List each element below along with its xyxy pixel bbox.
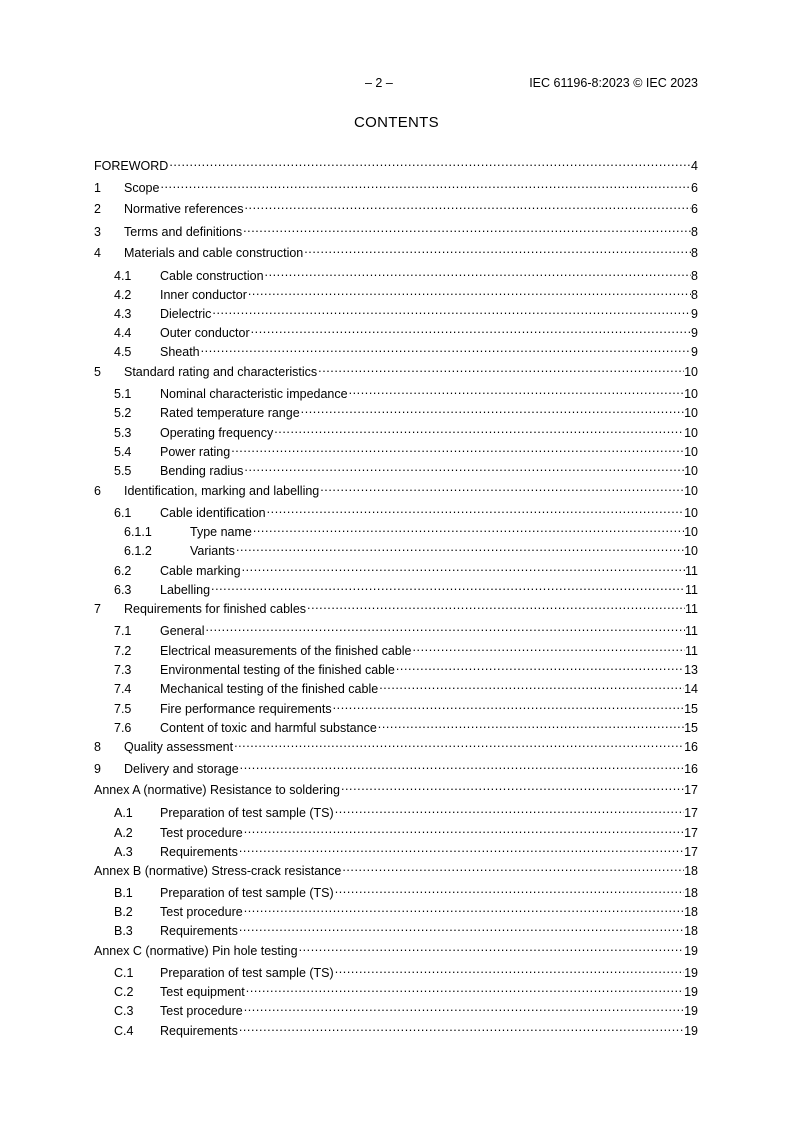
- toc-entry-page: 9: [691, 307, 698, 321]
- toc-entry[interactable]: [94, 459, 698, 478]
- toc-entry-label: Cable marking: [160, 564, 241, 578]
- dot-leader: [210, 578, 685, 594]
- toc-entry-label: Identification, marking and labelling: [124, 484, 320, 498]
- toc-entry[interactable]: [94, 821, 698, 840]
- toc-entry-number: A.1: [114, 806, 133, 820]
- toc-entry-number: 7.2: [114, 644, 132, 658]
- dot-leader: [243, 821, 684, 837]
- dot-leader: [200, 340, 691, 356]
- toc-entry-number: B.1: [114, 886, 133, 900]
- toc-entry-number: A.2: [114, 826, 133, 840]
- dot-leader: [334, 801, 684, 817]
- dot-leader: [247, 283, 691, 299]
- toc-entry-number: C.4: [114, 1024, 134, 1038]
- toc-entry-number: 7.5: [114, 702, 132, 716]
- toc-entry-label: Requirements: [160, 1024, 238, 1038]
- toc-entry[interactable]: [94, 401, 698, 420]
- toc-entry-label: Delivery and storage: [124, 762, 239, 776]
- toc-entry-number: 7.1: [114, 624, 132, 638]
- toc-entry[interactable]: [94, 264, 698, 283]
- toc-entry-label: Fire performance requirements: [160, 702, 332, 716]
- dot-leader: [298, 939, 685, 955]
- dot-leader: [204, 619, 685, 635]
- toc-entry-page: 19: [684, 1004, 698, 1018]
- dot-leader: [317, 360, 684, 376]
- toc-entry-number: 5.3: [114, 426, 132, 440]
- toc-entry-number: B.3: [114, 924, 133, 938]
- toc-entry-page: 17: [684, 783, 698, 797]
- toc-entry-label: Electrical measurements of the finished cable: [160, 644, 412, 658]
- toc-entry[interactable]: [94, 639, 698, 658]
- toc-entry-label: Type name: [190, 525, 252, 539]
- toc-entry-label: Sheath: [160, 345, 200, 359]
- toc-entry-page: 16: [684, 740, 698, 754]
- toc-entry[interactable]: [94, 1019, 698, 1038]
- dot-leader: [378, 677, 684, 693]
- toc-entry-number: 7.3: [114, 663, 132, 677]
- dot-leader: [243, 900, 684, 916]
- toc-entry-number: 5.4: [114, 445, 132, 459]
- dot-leader: [306, 597, 685, 613]
- toc-entry[interactable]: [94, 716, 698, 735]
- toc-entry-page: 18: [684, 886, 698, 900]
- toc-entry-page: 11: [685, 644, 698, 658]
- dot-leader: [273, 421, 684, 437]
- toc-entry-number: 9: [94, 762, 101, 776]
- toc-entry-number: 4.4: [114, 326, 132, 340]
- dot-leader: [252, 520, 684, 536]
- toc-entry-label: Dielectric: [160, 307, 212, 321]
- toc-entry-number: C.2: [114, 985, 134, 999]
- toc-entry-label: Preparation of test sample (TS): [160, 806, 334, 820]
- dot-leader: [395, 658, 684, 674]
- toc-entry-number: 5.1: [114, 387, 132, 401]
- toc-entry-label: Operating frequency: [160, 426, 274, 440]
- standard-reference: IEC 61196-8:2023 © IEC 2023: [529, 76, 698, 90]
- toc-entry-page: 15: [684, 702, 698, 716]
- toc-entry-label: Terms and definitions: [124, 225, 243, 239]
- toc-entry[interactable]: [94, 421, 698, 440]
- toc-entry-number: 8: [94, 740, 101, 754]
- toc-entry-label: Inner conductor: [160, 288, 247, 302]
- toc-entry-label: Standard rating and characteristics: [124, 365, 318, 379]
- toc-entry[interactable]: [94, 757, 698, 776]
- toc-entry-page: 17: [684, 806, 698, 820]
- toc-entry-label: Normative references: [124, 202, 244, 216]
- toc-entry-page: 6: [691, 181, 698, 195]
- toc-entry-number: 5: [94, 365, 101, 379]
- toc-entry-page: 10: [684, 387, 698, 401]
- toc-entry[interactable]: [94, 176, 698, 195]
- toc-entry-page: 17: [684, 845, 698, 859]
- dot-leader: [334, 961, 684, 977]
- toc-entry-label: FOREWORD: [94, 159, 169, 173]
- dot-leader: [230, 440, 684, 456]
- dot-leader: [412, 639, 686, 655]
- dot-leader: [239, 757, 684, 773]
- toc-entry-number: 6.1.2: [124, 544, 152, 558]
- toc-entry-label: Environmental testing of the finished cable: [160, 663, 395, 677]
- dot-leader: [168, 154, 691, 170]
- toc-entry[interactable]: [94, 677, 698, 696]
- toc-entry-page: 18: [684, 924, 698, 938]
- toc-entry-label: Requirements for finished cables: [124, 602, 307, 616]
- toc-entry[interactable]: [94, 283, 698, 302]
- toc-entry-page: 10: [684, 406, 698, 420]
- toc-entry-label: Test procedure: [160, 905, 243, 919]
- dot-leader: [303, 241, 691, 257]
- toc-entry-number: A.3: [114, 845, 133, 859]
- toc-entry-page: 18: [684, 905, 698, 919]
- toc-entry-page: 19: [684, 966, 698, 980]
- dot-leader: [341, 859, 684, 875]
- toc-entry-label: Quality assessment: [124, 740, 234, 754]
- toc-entry-page: 19: [684, 944, 698, 958]
- toc-entry-page: 10: [684, 426, 698, 440]
- toc-entry[interactable]: [94, 900, 698, 919]
- dot-leader: [300, 401, 684, 417]
- toc-entry[interactable]: [94, 939, 698, 958]
- toc-entry-label: Power rating: [160, 445, 231, 459]
- toc-entry-page: 19: [684, 1024, 698, 1038]
- toc-entry[interactable]: [94, 999, 698, 1018]
- toc-entry-label: Test procedure: [160, 826, 243, 840]
- toc-entry-number: 4.5: [114, 345, 132, 359]
- toc-entry[interactable]: [94, 919, 698, 938]
- toc-entry-number: 7.4: [114, 682, 132, 696]
- toc-entry-page: 8: [691, 269, 698, 283]
- dot-leader: [159, 176, 691, 192]
- dot-leader: [377, 716, 684, 732]
- toc-entry-number: 6.2: [114, 564, 132, 578]
- toc-entry[interactable]: [94, 778, 698, 797]
- dot-leader: [243, 999, 684, 1015]
- dot-leader: [332, 697, 684, 713]
- toc-entry-label: Annex B (normative) Stress-crack resistance: [94, 864, 342, 878]
- toc-entry-page: 9: [691, 345, 698, 359]
- dot-leader: [250, 321, 691, 337]
- toc-entry[interactable]: [94, 154, 698, 173]
- dot-leader: [235, 539, 684, 555]
- toc-entry-label: Rated temperature range: [160, 406, 300, 420]
- toc-entry-page: 11: [685, 583, 698, 597]
- toc-entry-number: B.2: [114, 905, 133, 919]
- dot-leader: [340, 778, 684, 794]
- toc-entry[interactable]: [94, 559, 698, 578]
- dot-leader: [334, 881, 684, 897]
- toc-entry-page: 10: [684, 544, 698, 558]
- toc-entry[interactable]: [94, 735, 698, 754]
- toc-entry-label: Outer conductor: [160, 326, 250, 340]
- toc-entry[interactable]: [94, 197, 698, 216]
- dot-leader: [266, 501, 684, 517]
- dot-leader: [241, 559, 685, 575]
- toc-entry-label: Mechanical testing of the finished cable: [160, 682, 379, 696]
- toc-entry[interactable]: [94, 360, 698, 379]
- dot-leader: [319, 479, 684, 495]
- toc-entry[interactable]: [94, 801, 698, 820]
- toc-entry-page: 11: [685, 564, 698, 578]
- toc-entry-number: 4.1: [114, 269, 132, 283]
- toc-entry-page: 13: [684, 663, 698, 677]
- toc-entry-number: 6.3: [114, 583, 132, 597]
- toc-entry-number: C.3: [114, 1004, 134, 1018]
- toc-entry[interactable]: [94, 340, 698, 359]
- toc-entry-label: Preparation of test sample (TS): [160, 886, 334, 900]
- toc-entry-label: Labelling: [160, 583, 211, 597]
- toc-entry-label: General: [160, 624, 205, 638]
- toc-entry-number: 4.3: [114, 307, 132, 321]
- toc-entry-number: 6: [94, 484, 101, 498]
- toc-entry-page: 10: [684, 445, 698, 459]
- dot-leader: [245, 980, 684, 996]
- toc-entry-page: 8: [691, 225, 698, 239]
- toc-entry-number: C.1: [114, 966, 134, 980]
- toc-entry-number: 5.5: [114, 464, 132, 478]
- toc-entry[interactable]: [94, 302, 698, 321]
- toc-entry-label: Cable identification: [160, 506, 266, 520]
- toc-entry[interactable]: [94, 440, 698, 459]
- toc-entry[interactable]: [94, 479, 698, 498]
- dot-leader: [244, 197, 692, 213]
- toc-entry-page: 4: [691, 159, 698, 173]
- toc-entry-page: 16: [684, 762, 698, 776]
- toc-entry-label: Preparation of test sample (TS): [160, 966, 334, 980]
- toc-entry-label: Requirements: [160, 924, 238, 938]
- toc-entry-label: Cable construction: [160, 269, 264, 283]
- toc-entry-page: 10: [684, 525, 698, 539]
- dot-leader: [211, 302, 691, 318]
- dot-leader: [233, 735, 684, 751]
- contents-title: CONTENTS: [354, 114, 439, 131]
- toc-entry-page: 9: [691, 326, 698, 340]
- toc-entry[interactable]: [94, 658, 698, 677]
- toc-entry-number: 7: [94, 602, 101, 616]
- toc-entry[interactable]: [94, 980, 698, 999]
- toc-entry-page: 6: [691, 202, 698, 216]
- dot-leader: [348, 382, 685, 398]
- toc-entry-label: Scope: [124, 181, 160, 195]
- toc-entry-label: Test equipment: [160, 985, 245, 999]
- toc-entry-page: 10: [684, 365, 698, 379]
- toc-entry[interactable]: [94, 382, 698, 401]
- toc-entry[interactable]: [94, 597, 698, 616]
- dot-leader: [238, 840, 684, 856]
- toc-entry-number: 7.6: [114, 721, 132, 735]
- dot-leader: [242, 220, 691, 236]
- toc-entry-number: 6.1: [114, 506, 132, 520]
- toc-entry-page: 18: [684, 864, 698, 878]
- toc-entry[interactable]: [94, 321, 698, 340]
- toc-entry[interactable]: [94, 501, 698, 520]
- toc-entry-number: 6.1.1: [124, 525, 152, 539]
- toc-entry-page: 8: [691, 246, 698, 260]
- toc-entry[interactable]: [94, 220, 698, 239]
- toc-entry-number: 1: [94, 181, 101, 195]
- toc-entry[interactable]: [94, 241, 698, 260]
- toc-entry-label: Content of toxic and harmful substance: [160, 721, 377, 735]
- toc-entry[interactable]: [94, 619, 698, 638]
- toc-entry-label: Variants: [190, 544, 235, 558]
- toc-entry-number: 3: [94, 225, 101, 239]
- toc-entry[interactable]: [94, 859, 698, 878]
- toc-entry[interactable]: [94, 840, 698, 859]
- toc-entry-label: Nominal characteristic impedance: [160, 387, 348, 401]
- toc-entry[interactable]: [94, 697, 698, 716]
- toc-entry-page: 14: [684, 682, 698, 696]
- toc-entry-page: 11: [685, 602, 698, 616]
- toc-entry[interactable]: [94, 578, 698, 597]
- toc-entry-label: Annex C (normative) Pin hole testing: [94, 944, 298, 958]
- toc-entry[interactable]: [94, 881, 698, 900]
- toc-entry-page: 11: [685, 624, 698, 638]
- toc-entry-page: 10: [684, 464, 698, 478]
- toc-entry-page: 10: [684, 484, 698, 498]
- toc-entry[interactable]: [94, 520, 698, 539]
- toc-entry-page: 8: [691, 288, 698, 302]
- toc-entry[interactable]: [94, 539, 698, 558]
- dot-leader: [238, 1019, 684, 1035]
- toc-entry-page: 17: [684, 826, 698, 840]
- toc-entry-label: Annex A (normative) Resistance to soldering: [94, 783, 340, 797]
- toc-entry-label: Materials and cable construction: [124, 246, 304, 260]
- page-header: [94, 76, 698, 92]
- toc-entry-number: 4.2: [114, 288, 132, 302]
- toc-entry[interactable]: [94, 961, 698, 980]
- dot-leader: [264, 264, 692, 280]
- page-number: – 2 –: [365, 76, 393, 90]
- dot-leader: [238, 919, 684, 935]
- toc-entry-label: Test procedure: [160, 1004, 243, 1018]
- toc-entry-page: 15: [684, 721, 698, 735]
- toc-entry-number: 5.2: [114, 406, 132, 420]
- toc-entry-number: 4: [94, 246, 101, 260]
- toc-entry-page: 10: [684, 506, 698, 520]
- toc-entry-page: 19: [684, 985, 698, 999]
- toc-entry-number: 2: [94, 202, 101, 216]
- toc-entry-label: Bending radius: [160, 464, 244, 478]
- toc-entry-label: Requirements: [160, 845, 238, 859]
- dot-leader: [243, 459, 684, 475]
